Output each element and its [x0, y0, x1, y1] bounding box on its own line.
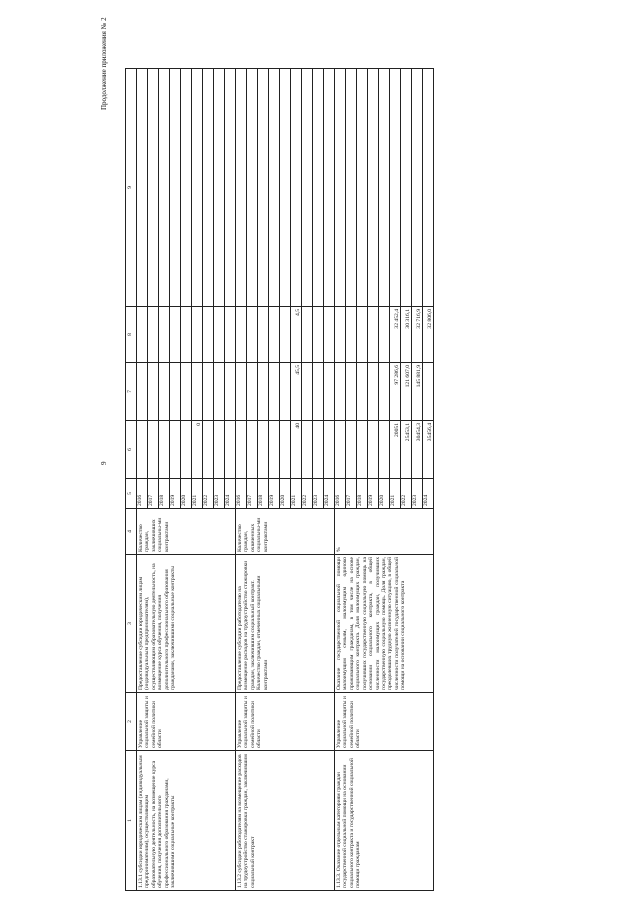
year-cell: 2023 [412, 479, 423, 509]
empty-cell [379, 69, 390, 307]
value-cell [423, 363, 434, 421]
empty-cell [346, 69, 357, 307]
table-row [335, 69, 346, 891]
description-cell: Предоставление субсидии юридическим лицам (индивидуальным предпринимателям), осуществляющим образовательную деятельность, на возмещение курса обучения, получения дополнительного профессионального образования гражданами, заключившими социальные контракты [137, 555, 236, 693]
value-cell [269, 421, 280, 479]
value-cell: 0 [192, 421, 203, 479]
value-cell [280, 421, 291, 479]
value-cell [379, 307, 390, 363]
value-cell: 32 452,4 [390, 307, 401, 363]
column-number: 7 [126, 363, 137, 421]
empty-cell [258, 69, 269, 307]
empty-cell [159, 69, 170, 307]
value-cell [269, 363, 280, 421]
measure-name-cell: 1.13.3. Оказание отдельным категориям граждан государственной социальной помощи на основании социального контракта и государственной социальной помощи гражданам [335, 751, 434, 891]
value-cell [181, 307, 192, 363]
description-cell: Предоставление субсидии работодателю на возмещение расходов на трудоустройство стажировки граждан, заключившим социальный контракт. Количество граждан, отмеченных социальными контрактами [236, 555, 335, 693]
value-cell [379, 363, 390, 421]
page-number: 9 [100, 461, 108, 465]
year-cell: 2021 [192, 479, 203, 509]
value-cell [225, 363, 236, 421]
value-cell [357, 363, 368, 421]
year-cell: 2024 [324, 479, 335, 509]
value-cell: 32 716,9 [412, 307, 423, 363]
value-cell [280, 363, 291, 421]
column-number: 8 [126, 307, 137, 363]
value-cell [247, 307, 258, 363]
value-cell: 145 881,9 [412, 363, 423, 421]
value-cell [214, 363, 225, 421]
column-number: 9 [126, 69, 137, 307]
value-cell [225, 421, 236, 479]
value-cell [170, 307, 181, 363]
empty-cell [247, 69, 258, 307]
measure-name-cell: 1.13.1 субсидии юридическим лицам (индивидуальным предпринимателям), осуществляющим образовательную деятельность, на возмещение курса обучения, получения дополнительного профессионального образования гражданами, заключившими социальные контракты [137, 751, 236, 891]
measure-name-cell: 1.13.2 субсидии работодателям на возмещение расходов на трудоустройство стажировки граждан, заключившим социальный контракт [236, 751, 335, 891]
value-cell [368, 363, 379, 421]
value-cell [137, 363, 148, 421]
year-cell: 2016 [335, 479, 346, 509]
value-cell [368, 421, 379, 479]
empty-cell [214, 69, 225, 307]
year-cell: 2019 [269, 479, 280, 509]
value-cell: 32 806,0 [423, 307, 434, 363]
value-cell [159, 363, 170, 421]
value-cell [335, 307, 346, 363]
indicator-cell: Количество граждан, охваченных социальны-ми контрактами [236, 509, 335, 555]
value-cell: 97 286,6 [390, 363, 401, 421]
value-cell [148, 421, 159, 479]
value-cell [335, 363, 346, 421]
value-cell [346, 307, 357, 363]
value-cell [258, 363, 269, 421]
table-row [236, 69, 247, 891]
value-cell [214, 421, 225, 479]
value-cell [324, 421, 335, 479]
value-cell [302, 421, 313, 479]
value-cell [181, 421, 192, 479]
value-cell: 45,5 [291, 363, 302, 421]
empty-cell [313, 69, 324, 307]
indicator-cell: % [335, 509, 434, 555]
empty-cell [181, 69, 192, 307]
value-cell [236, 307, 247, 363]
value-cell [159, 307, 170, 363]
empty-cell [390, 69, 401, 307]
value-cell [148, 363, 159, 421]
empty-cell [148, 69, 159, 307]
value-cell [159, 421, 170, 479]
value-cell [357, 307, 368, 363]
year-cell: 2016 [137, 479, 148, 509]
year-cell: 2018 [159, 479, 170, 509]
value-cell [324, 307, 335, 363]
value-cell [368, 307, 379, 363]
value-cell [137, 421, 148, 479]
value-cell: 35456,4 [423, 421, 434, 479]
indicator-cell: Количество граждан, заключивших социальны-ми контрактами [137, 509, 236, 555]
value-cell: 40 [291, 421, 302, 479]
empty-cell [423, 69, 434, 307]
value-cell [192, 363, 203, 421]
empty-cell [335, 69, 346, 307]
year-cell: 2024 [423, 479, 434, 509]
empty-cell [236, 69, 247, 307]
value-cell [214, 307, 225, 363]
year-cell: 2023 [313, 479, 324, 509]
year-cell: 2017 [148, 479, 159, 509]
value-cell: 20051 [390, 421, 401, 479]
value-cell [346, 421, 357, 479]
value-cell [302, 307, 313, 363]
value-cell [346, 363, 357, 421]
responsible-cell: Управление социальной защиты и семейной политики области [236, 693, 335, 751]
value-cell [225, 307, 236, 363]
empty-cell [137, 69, 148, 307]
value-cell [302, 363, 313, 421]
value-cell [236, 421, 247, 479]
empty-cell [192, 69, 203, 307]
year-cell: 2021 [291, 479, 302, 509]
empty-cell [302, 69, 313, 307]
empty-cell [412, 69, 423, 307]
table-row [137, 69, 148, 891]
year-cell: 2022 [203, 479, 214, 509]
empty-cell [368, 69, 379, 307]
value-cell [258, 307, 269, 363]
value-cell [137, 307, 148, 363]
value-cell [313, 421, 324, 479]
table-body [137, 69, 434, 891]
empty-cell [170, 69, 181, 307]
year-cell: 2016 [236, 479, 247, 509]
year-cell: 2024 [225, 479, 236, 509]
column-number: 6 [126, 421, 137, 479]
value-cell [247, 421, 258, 479]
value-cell [170, 421, 181, 479]
empty-cell [357, 69, 368, 307]
value-cell [313, 307, 324, 363]
year-cell: 2020 [181, 479, 192, 509]
year-cell: 2017 [247, 479, 258, 509]
value-cell [269, 307, 280, 363]
column-number-row [126, 69, 137, 891]
value-cell [324, 363, 335, 421]
year-cell: 2020 [379, 479, 390, 509]
empty-cell [225, 69, 236, 307]
value-cell: 121 607,0 [401, 363, 412, 421]
description-cell: Оказание государственной социальной помощи малоимущим семьям, малоимущим одиноко проживающим гражданам, в том числе на основе социального контракта. Доля малоимущих граждан, получивших государственную социальную помощь на основании социального контракта, в общей численности малоимущих граждан, получивших государственную социальную помощь. Доля граждан, преодолевших трудную жизненную ситуацию, в общей численности получателей государственной социальной помощи на основании социального контракта [335, 555, 434, 693]
year-cell: 2022 [302, 479, 313, 509]
value-cell [192, 307, 203, 363]
value-cell: 4,5 [291, 307, 302, 363]
empty-cell [324, 69, 335, 307]
year-cell: 2019 [170, 479, 181, 509]
value-cell: 30 316,1 [401, 307, 412, 363]
empty-cell [291, 69, 302, 307]
value-cell: 30454,3 [412, 421, 423, 479]
year-cell: 2019 [368, 479, 379, 509]
year-cell: 2018 [258, 479, 269, 509]
year-cell: 2020 [280, 479, 291, 509]
value-cell [247, 363, 258, 421]
value-cell [280, 307, 291, 363]
empty-cell [280, 69, 291, 307]
value-cell: 25453,1 [401, 421, 412, 479]
value-cell [203, 307, 214, 363]
value-cell [258, 421, 269, 479]
column-number: 4 [126, 509, 137, 555]
year-cell: 2017 [346, 479, 357, 509]
year-cell: 2021 [390, 479, 401, 509]
value-cell [379, 421, 390, 479]
value-cell [170, 363, 181, 421]
value-cell [181, 363, 192, 421]
value-cell [236, 363, 247, 421]
responsible-cell: Управление социальной защиты и семейной политики области [137, 693, 236, 751]
value-cell [357, 421, 368, 479]
responsible-cell: Управление социальной защиты и семейной политики области [335, 693, 434, 751]
value-cell [313, 363, 324, 421]
empty-cell [269, 69, 280, 307]
empty-cell [203, 69, 214, 307]
value-cell [335, 421, 346, 479]
appendix-caption: Продолжение приложения № 2 [100, 17, 108, 110]
column-number: 2 [126, 693, 137, 751]
value-cell [148, 307, 159, 363]
empty-cell [401, 69, 412, 307]
column-number: 5 [126, 479, 137, 509]
program-table [125, 68, 434, 891]
year-cell: 2022 [401, 479, 412, 509]
column-number: 3 [126, 555, 137, 693]
year-cell: 2023 [214, 479, 225, 509]
year-cell: 2018 [357, 479, 368, 509]
column-number: 1 [126, 751, 137, 891]
value-cell [203, 363, 214, 421]
value-cell [203, 421, 214, 479]
